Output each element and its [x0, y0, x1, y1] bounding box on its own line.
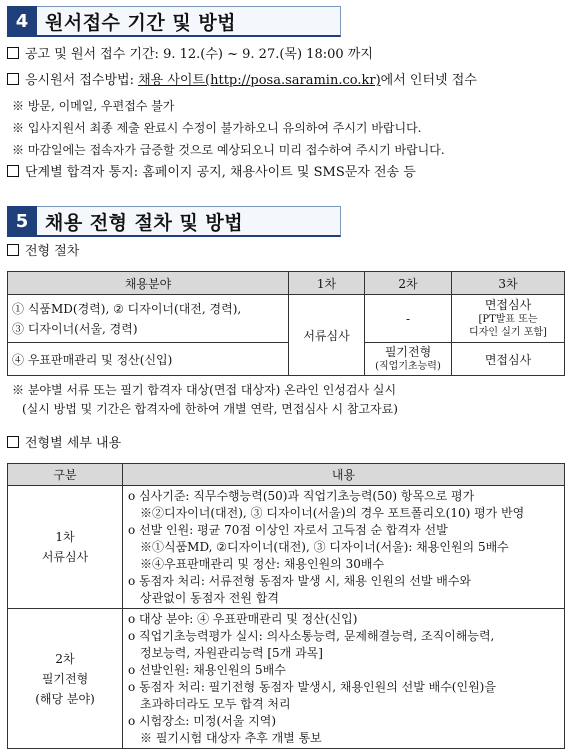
- process-table: [7, 271, 565, 376]
- note-no-visit: ※ 방문, 이메일, 우편접수 불가: [12, 99, 175, 113]
- application-period: 공고 및 원서 접수 기간: 9. 12.(수) ~ 9. 27.(목) 18:00 까지: [7, 46, 373, 64]
- note-no-edit: ※ 입사지원서 최종 제출 완료시 수정이 불가하오니 유의하여 주시기 바랍니다.: [12, 121, 422, 135]
- checkbox-square-icon: [7, 47, 19, 59]
- table-row: 2차 필기전형 (해당 분야) o 대상 분야: ④ 우표판매관리 및 정산(신입) o 직업기초능력평가 실시: 의사소통능력, 문제해결능력, 조직이해능력, 정보능력, 자원관리능력 [5개 과목] o 선발인원: 채용인원의 5배수 o 동점자 처리: 필기전형 동점자 발생시, 채용인원의 선발 배수(인원)을 초과하더라도 모두 합격 처리 o 시험장소: 미정(서울 지역) ※ 필기시험 대상자 추후 개별 통보: [8, 609, 565, 749]
- subheading-details: 전형별 세부 내용: [7, 435, 121, 453]
- result-notice: 단계별 합격자 통지: 홈페이지 공지, 채용사이트 및 SMS문자 전송 등: [7, 164, 416, 182]
- section-number: 4: [7, 6, 37, 37]
- section-number: 5: [7, 206, 37, 237]
- section-title: 채용 전형 절차 및 방법: [37, 206, 341, 237]
- checkbox-square-icon: [7, 436, 19, 448]
- note-deadline: ※ 마감일에는 접속자가 급증할 것으로 예상되오니 미리 접수하여 주시기 바랍니다.: [12, 143, 445, 157]
- stage1-cell: 서류심사: [289, 295, 365, 376]
- table-row: 1차 서류심사 o 심사기준: 직무수행능력(50)과 직업기초능력(50) 항목으로 평가 ※②디자이너(대전), ③ 디자이너(서울)의 경우 포트폴리오(10) 평가 반영 o 선발 인원: 평균 70점 이상인 자로서 고득점 순 합격자 선발 ※①식품MD, ②디자이너(대전), ③ 디자이너(서울): 채용인원의 5배수 ※④우표판매관리 및 정산: 채용인원의 30배수 o 동점자 처리: 서류전형 동점자 발생 시, 채용 인원의 선발 배수와 상관없이 동점자 전원 합격: [8, 486, 565, 609]
- table-row: ① 식품MD(경력), ② 디자이너(대전, 경력), ③ 디자이너(서울, 경력) 서류심사 - 면접심사 [PT발표 또는 디자인 실기 포함]: [8, 295, 565, 343]
- section-title: 원서접수 기간 및 방법: [37, 6, 341, 37]
- table-header-row: 구분 내용: [8, 464, 565, 486]
- note-personality-detail: (실시 방법 및 기간은 합격자에 한하여 개별 연락, 면접심사 시 참고자료): [22, 402, 398, 416]
- note-personality-test: ※ 분야별 서류 또는 필기 합격자 대상(면접 대상자) 온라인 인성검사 실시: [12, 383, 397, 397]
- table-row: ④ 우표판매관리 및 정산(신입) 필기전형 (직업기초능력) 면접심사: [8, 343, 565, 376]
- application-method: 응시원서 접수방법: 채용 사이트(http://posa.saramin.co.kr)에서 인터넷 접수: [7, 72, 477, 90]
- detail-table: [7, 463, 565, 749]
- section-4-header: [7, 6, 341, 37]
- subheading-process: 전형 절차: [7, 243, 79, 261]
- table-header-row: 채용분야 1차 2차 3차: [8, 272, 565, 295]
- checkbox-square-icon: [7, 244, 19, 256]
- checkbox-square-icon: [7, 165, 19, 177]
- section-5-header: [7, 206, 341, 237]
- checkbox-square-icon: [7, 73, 19, 85]
- recruit-site-link[interactable]: 채용 사이트(http://posa.saramin.co.kr): [138, 73, 381, 88]
